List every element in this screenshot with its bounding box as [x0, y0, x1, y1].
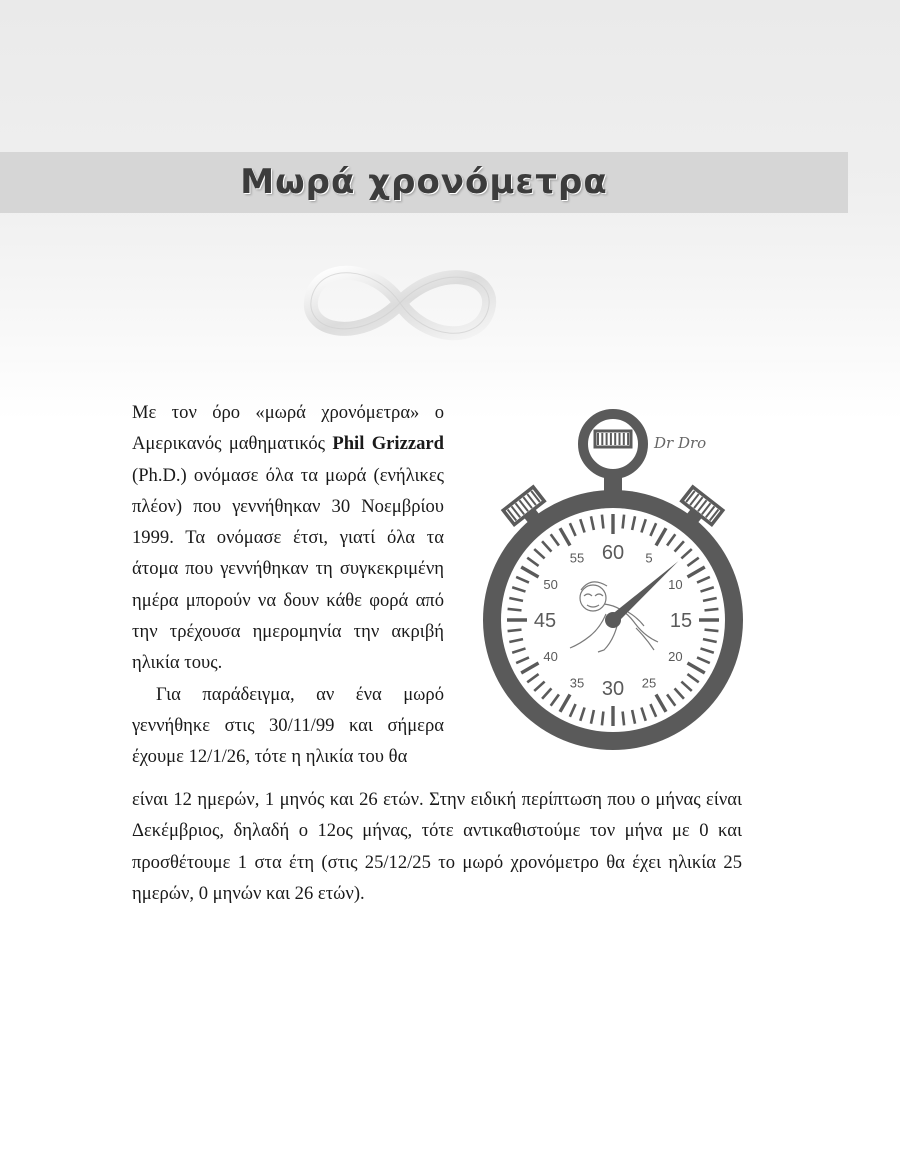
crown-knurl — [595, 431, 631, 447]
paragraph-1-lead: Με τον όρο «μωρά χρονόμετρα» ο Αμερικανός μαθηματικός — [132, 402, 444, 455]
dial-number-5: 5 — [645, 550, 653, 566]
paragraph-2-continuation: είναι 12 ημερών, 1 μηνός και 26 ετών. Στην ειδική περίπτωση που ο μήνας είναι Δεκέμβριος, δηλαδή ο 12ος μήνας, τότε αντικαθιστούμε τον μήνα με 0 και προσθέτουμε 1 στα έτη (στις 25/12/25 το μωρό χρονόμετρο θα έχει ηλικία 25 ημερών, 0 μηνών και 26 ετών). — [132, 789, 742, 904]
dial-number-35: 35 — [569, 675, 585, 691]
mathematician-name: Phil Grizzard — [332, 433, 444, 455]
dial-number-20: 20 — [668, 649, 683, 664]
dial-tick — [508, 609, 522, 610]
dial-number-40: 40 — [543, 649, 558, 664]
dial-number-55: 55 — [569, 550, 585, 566]
artist-signature: Dr Dro — [654, 434, 707, 452]
dial-number-50: 50 — [543, 577, 558, 592]
body-text-wrapped — [132, 397, 444, 773]
dial-number-30: 30 — [601, 678, 625, 700]
hand-pivot — [605, 612, 621, 628]
dial-tick — [602, 515, 603, 529]
dial-tick — [704, 630, 718, 631]
dial-tick — [602, 711, 603, 725]
paragraph-2-start: Για παράδειγμα, αν ένα μωρό γεννήθηκε στις 30/11/99 και σήμερα έχουμε 12/1/26, τότε η ηλικία του θα — [132, 683, 444, 768]
page-title: Μωρά χρονόμετρα — [240, 162, 608, 202]
dial-tick — [623, 515, 624, 529]
dial-tick — [704, 609, 718, 610]
dial-tick — [623, 711, 624, 725]
stopwatch-illustration — [478, 400, 748, 752]
paragraph-1 — [132, 397, 444, 679]
dial-tick — [508, 630, 522, 631]
dial-number-10: 10 — [668, 577, 683, 592]
dial-number-45: 45 — [533, 610, 557, 632]
dial-number-15: 15 — [669, 610, 693, 632]
dial-number-25: 25 — [641, 675, 657, 691]
infinity-ornament — [290, 248, 510, 358]
paragraph-1-rest: (Ph.D.) ονόμασε όλα τα μωρά (ενήλικες πλέον) που γεννήθηκαν 30 Νοεμβρίου 1999. Τα ονόμασε έτσι, γιατί όλα τα άτομα που γεννήθηκαν τη συγκεκριμένη ημέρα μπορούν να δουν κάθε φορά από την τρέχουσα ημερομηνία την ακριβή ηλικία τους. — [132, 464, 444, 674]
dial-number-60: 60 — [601, 542, 625, 564]
